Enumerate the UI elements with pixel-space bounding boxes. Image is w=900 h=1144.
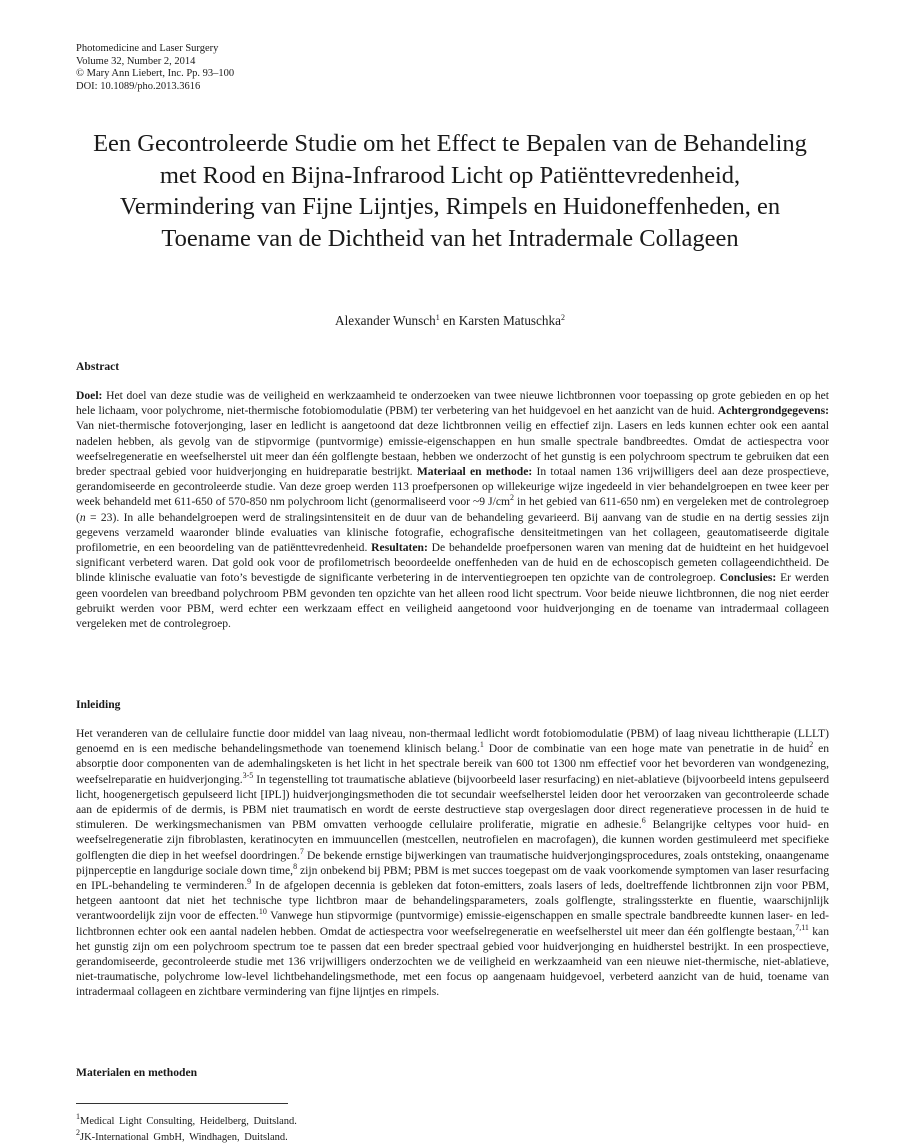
author-1: Alexander Wunsch <box>335 313 436 328</box>
resultaten-text: De behandelde proefpersonen waren van mening dat de huidteint en het huidgevoel significant verbeterd waren. Dat gold ook voor de profilometrisch beoordeelde oneffenheden van de huid en de echoscopisch gemeten collageendichtheid. De blinde klinische evaluatie van foto’s bevestigde de significante verbetering in de interventiegroepen ten opzichte van de controlegroep. <box>76 541 830 585</box>
citation-1: 1 <box>479 740 484 750</box>
conclusies-text: Er werden geen voordelen van breedband polychroom PBM gevonden ten opzichte van het alleen rood licht spectrum. Voor beide nieuwe lichtbronnen, die nog niet eerder gebruikt werden voor PBM, werd echter een werkzaam effect en veiligheid aangetoond voor huidverjonging en de toename van intradermaal collageen vergeleken met de controlegroep. <box>76 571 829 631</box>
citation-2: 2 <box>809 740 814 750</box>
methods-heading: Materialen en methoden <box>76 1066 198 1079</box>
inleiding-heading: Inleiding <box>76 698 121 711</box>
inleiding-text-9: Vanwege hun stipvormige (puntvormige) emissie-eigenschappen en smalle spectrale bandbreedte kunnen laser- en led-lichtbronnen echter ook een aantal nadelen hebben. Omdat de actiespectra voor weefselregeneratie en weefselherstel uit meer dan één golflengte bestaan, <box>76 909 829 938</box>
footnote-2 <box>76 1128 288 1144</box>
inleiding-text-10: kan het gunstig zijn om een polychroom spectrum toe te passen dat een breder spectraal gebied voor huidverjonging en huidherstel bestrijkt. In een prospectieve, gerandomiseerde, gecontroleerde studie met 136 vrijwilligers onderzochten we de veiligheid en werkzaamheid van een nieuwe niet-thermische, niet-ablatieve, niet-traumatische, polychrome low-level lichtbehandelingsmethode, met een focus op aangenaam huidgevoel, verbeterd aanzicht van de huid, toename van intradermaal collageen en zichtbare vermindering van fijne lijntjes en rimpels. <box>76 924 829 999</box>
citation-8: 10 <box>258 907 267 917</box>
inleiding-text-3: en absorptie door componenten van de ademhalingsketen is het licht in het spectrale bereik van 600 tot 1300 nm effectief voor het bevorderen van wondgenezing, weefselreparatie en huidverjonging. <box>76 742 830 786</box>
materiaal-text-b: in het gebied van 611-650 nm) en vergeleken met de controlegroep ( <box>76 495 829 524</box>
inleiding-text-4: In tegenstelling tot traumatische ablatieve (bijvoorbeeld laser resurfacing) en niet-ablatieve (bijvoorbeeld intens gepulseerd licht, hoogenergetisch gepulseerd licht [IPL]) huidverjongingsmethoden die tot secundair weefselherstel leiden door het veroorzaken van gecontroleerde schade aan de epidermis of de dermis, is PBM niet traumatisch en wordt de eerste destructieve stap overgeslagen door direct regeneratieve processen in de huid te stimuleren. De werkingsmechanismen van PBM omvatten verhoogde cellulaire proliferatie, migratie en adhesie. <box>76 772 830 832</box>
inleiding-text-1: Het veranderen van de cellulaire functie door middel van laag niveau, non-thermaal ledlicht wordt fotobiomodulatie (PBM) of laag niveau lichttherapie (LLLT) genoemd en is een medische behandelingsmethode van toenemend klinisch belang. <box>76 727 829 756</box>
footnote-2-text: JK-International GmbH, Windhagen, Duitsland. <box>80 1132 288 1143</box>
inleiding-text-8: In de afgelopen decennia is gebleken dat foton-emitters, zoals lasers of leds, doeltreffende lichtbronnen zijn voor PBM, hetgeen aantoont dat niet het technische type lichtbron maar de behandelingsparameters, zoals golflengte, stralingssterkte en fluentie, waarschijnlijk verantwoordelijk zijn voor de effecten. <box>76 879 829 923</box>
doel-label: Doel: <box>76 389 103 402</box>
abstract-body <box>76 388 829 631</box>
citation-5: 7 <box>299 846 304 856</box>
inleiding-text-7: zijn onbekend bij PBM; PBM is met succes toegepast om de vaak voorkomende symptomen van laser resurfacing en IPL-behandeling te verminderen. <box>76 863 829 893</box>
inleiding-text-6: De bekende ernstige bijwerkingen van traumatische huidverjongingsprocedures, zoals ontsteking, onaangename pijnperceptie en langdurige sociale down time, <box>76 848 830 877</box>
inleiding-text-5: Belangrijke celtypes voor huid- en weefselregeneratie zijn fibroblasten, keratinocyten en immuuncellen (mestcellen, neutrofielen en macrofagen), die kunnen worden gestimuleerd met specifieke golflengten die diep in het weefsel doordringen. <box>76 818 829 862</box>
footnote-1-marker: 1 <box>76 1112 80 1121</box>
journal-doi: DOI: 10.1089/pho.2013.3616 <box>76 80 201 92</box>
inleiding-text-2: Door de combinatie van een hoge mate van penetratie in de huid <box>483 742 810 756</box>
resultaten-label: Resultaten: <box>371 541 428 555</box>
journal-publisher: © Mary Ann Liebert, Inc. Pp. 93–100 <box>76 68 235 80</box>
footnote-1 <box>76 1112 297 1128</box>
paper-title: Een Gecontroleerde Studie om het Effect te Bepalen van de Behandeling met Rood en Bijna-Infrarood Licht op Patiënttevredenheid, Vermindering van Fijne Lijntjes, Rimpels en Huidoneffenheden, en Toename van de Dichtheid van het Intradermale Collageen <box>93 130 807 252</box>
achtergrond-text: Van niet-thermische fotoverjonging, laser en ledlicht is aangetoond dat deze lichtbronnen veilig en effectief zijn. Lasers en leds kunnen echter ook een aantal nadelen hebben, als gevolg van de stipvormige (puntvormige) emissie-eigenschappen en hun smalle spectrale bandbreedtes. Omdat de actiespectra voor weefselregeneratie en weefselherstel uit meer dan één golflengte bestaan, hebben we onderzocht of het gunstig is een polychroom spectrum te gebruiken dat een breder spectraal gebied voor huidverjonging en huidreparatie bestrijkt. <box>76 419 829 479</box>
materiaal-text-a: In totaal namen 136 vrijwilligers deel aan deze prospectieve, gerandomiseerde en gecontroleerde studie. Van deze groep werden 113 proefpersonen op willekeurige wijze ingedeeld in vier behandelgroepen en twee keer per week behandeld met 611-650 of 570-850 nm polychroom licht (genormaliseerd voor ~9 J/cm <box>76 465 830 509</box>
abstract-heading: Abstract <box>76 360 120 373</box>
conclusies-label: Conclusies: <box>719 571 777 585</box>
materiaal-superscript: 2 <box>509 493 514 503</box>
doel-text: Het doel van deze studie was de veiligheid en werkzaamheid te onderzoeken van twee nieuwe lichtbronnen voor toepassing op grote gebieden en op het hele lichaam, voor polychrome, niet-thermische fotobiomodulatie (PBM) ter verbetering van het huidgevoel en het aanzicht van de huid. <box>76 389 829 418</box>
citation-3: 3-5 <box>242 770 254 780</box>
author-conjunction: en <box>439 313 459 328</box>
materiaal-label: Materiaal en methode: <box>416 465 533 479</box>
materiaal-text-c: = 23). In alle behandelgroepen werd de stralingsintensiteit en de duur van de behandeling gevarieerd. Bij aanvang van de studie en na dertig sessies zijn gegevens verzameld waaronder blinde evaluaties van klinische fotografie, echografische densiteitmetingen van het collageen, geautomatiseerde digitale profilometrie, en een beoordeling van de patiënttevredenheid. <box>76 510 829 555</box>
citation-6: 8 <box>293 861 298 871</box>
footnote-1-text: Medical Light Consulting, Heidelberg, Duitsland. <box>80 1116 297 1127</box>
citation-7: 9 <box>247 877 252 887</box>
journal-volume: Volume 32, Number 2, 2014 <box>76 55 196 67</box>
inleiding-body <box>76 726 829 1000</box>
author-1-affiliation: 1 <box>435 313 440 322</box>
footnote-divider <box>76 1103 288 1104</box>
journal-name: Photomedicine and Laser Surgery <box>76 43 219 54</box>
journal-header <box>76 43 234 93</box>
materiaal-n: n <box>79 510 86 524</box>
author-line <box>0 313 900 329</box>
citation-4: 6 <box>641 816 646 826</box>
achtergrond-label: Achtergrondgegevens: <box>717 404 829 418</box>
footnote-2-marker: 2 <box>76 1128 80 1137</box>
citation-9: 7,11 <box>795 922 809 932</box>
author-2-affiliation: 2 <box>560 313 565 322</box>
author-2: Karsten Matuschka <box>458 313 561 328</box>
